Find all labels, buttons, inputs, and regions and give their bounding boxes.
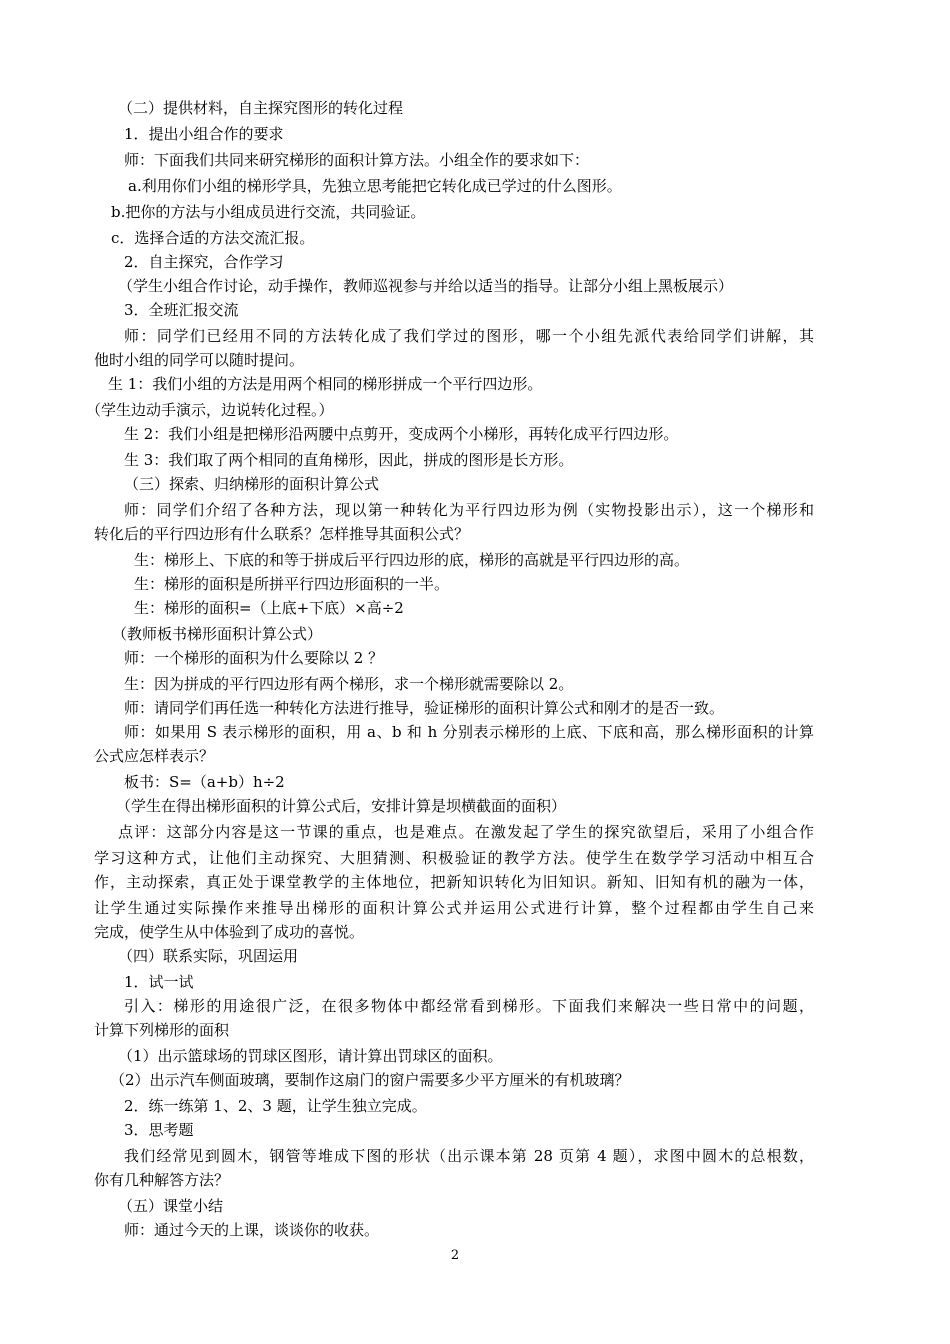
paragraph-line: 生：梯形的面积是所拼平行四边形面积的一半。 bbox=[134, 575, 450, 593]
paragraph-line: 生：因为拼成的平行四边形有两个梯形，求一个梯形就需要除以 2。 bbox=[124, 675, 574, 693]
section-heading-5: （五）课堂小结 bbox=[118, 1197, 224, 1215]
paragraph-line: （教师板书梯形面积计算公式） bbox=[112, 625, 323, 643]
subheading: 2．练一练第 1、2、3 题，让学生独立完成。 bbox=[124, 1097, 427, 1115]
paragraph-line: 计算下列梯形的面积 bbox=[94, 1021, 230, 1039]
paragraph-line: 生 1：我们小组的方法是用两个相同的梯形拼成一个平行四边形。 bbox=[108, 375, 543, 393]
paragraph-line: （2）出示汽车侧面玻璃，要制作这扇门的窗户需要多少平方厘米的有机玻璃？ bbox=[110, 1071, 630, 1089]
paragraph-line: 生：梯形的面积=（上底+下底）×高÷2 bbox=[134, 599, 404, 617]
paragraph-line: （学生小组合作讨论，动手操作，教师巡视参与并给以适当的指导。让部分小组上黑板展示） bbox=[118, 277, 734, 295]
paragraph-line: 点评：这部分内容是这一节课的重点，也是难点。在激发起了学生的探究欲望后，采用了小组合作 bbox=[118, 823, 814, 841]
list-item: b.把你的方法与小组成员进行交流，共同验证。 bbox=[111, 203, 426, 221]
paragraph-line: （学生边动手演示，边说转化过程。） bbox=[86, 401, 334, 419]
formula-line: 板书：S=（a+b）h÷2 bbox=[124, 773, 285, 791]
subheading: 3．全班汇报交流 bbox=[124, 301, 239, 319]
paragraph-line: 生 2：我们小组是把梯形沿两腰中点剪开，变成两个小梯形，再转化成平行四边形。 bbox=[124, 425, 679, 443]
paragraph-line: （学生在得出梯形面积的计算公式后，安排计算是坝横截面的面积） bbox=[116, 797, 567, 815]
subheading: 3．思考题 bbox=[124, 1121, 194, 1139]
section-heading-4: （四）联系实际，巩固运用 bbox=[118, 947, 299, 965]
paragraph-line: 师：一个梯形的面积为什么要除以 2 ？ bbox=[124, 649, 384, 667]
paragraph-line: 转化后的平行四边形有什么联系？怎样推导其面积公式？ bbox=[94, 525, 470, 543]
list-item: a.利用你们小组的梯形学具，先独立思考能把它转化成已学过的什么图形。 bbox=[128, 177, 622, 195]
paragraph-line: 师：同学们介绍了各种方法，现以第一种转化为平行四边形为例（实物投影出示），这一个梯形和 bbox=[124, 501, 814, 519]
list-item: c．选择合适的方法交流汇报。 bbox=[111, 229, 315, 247]
paragraph-line: 生 3：我们取了两个相同的直角梯形，因此，拼成的图形是长方形。 bbox=[124, 451, 574, 469]
section-heading-2: （二）提供材料，自主探究图形的转化过程 bbox=[118, 99, 404, 117]
paragraph-line: 生：梯形上、下底的和等于拼成后平行四边形的底，梯形的高就是平行四边形的高。 bbox=[134, 551, 690, 569]
paragraph-line: 师：通过今天的上课，谈谈你的收获。 bbox=[124, 1221, 380, 1239]
paragraph-line: 作，主动探索，真正处于课堂教学的主体地位，把新知识转化为旧知识。新知、旧知有机的融为一体， bbox=[94, 873, 814, 891]
paragraph-line: 他时小组的同学可以随时提问。 bbox=[94, 351, 305, 369]
paragraph-line: 师：同学们已经用不同的方法转化成了我们学过的图形，哪一个小组先派代表给同学们讲解，其 bbox=[124, 327, 814, 345]
paragraph-line: 引入：梯形的用途很广泛，在很多物体中都经常看到梯形。下面我们来解决一些日常中的问题， bbox=[124, 997, 814, 1015]
paragraph-line: 让学生通过实际操作来推导出梯形的面积计算公式并运用公式进行计算，整个过程都由学生自己来 bbox=[94, 899, 814, 917]
paragraph-line: 公式应怎样表示？ bbox=[94, 747, 215, 765]
section-heading-3: （三）探索、归纳梯形的面积计算公式 bbox=[124, 475, 380, 493]
page-number: 2 bbox=[450, 1248, 460, 1263]
paragraph-line: 师：如果用 S 表示梯形的面积，用 a、b 和 h 分别表示梯形的上底、下底和高，那么梯形面积的计算 bbox=[124, 723, 814, 741]
paragraph-line: 师：下面我们共同来研究梯形的面积计算方法。小组全作的要求如下： bbox=[124, 151, 590, 169]
paragraph-line: 学习这种方式，让他们主动探究、大胆猜测、积极验证的教学方法。使学生在数学学习活动中相互合 bbox=[94, 849, 814, 867]
paragraph-line: 我们经常见到圆木，钢管等堆成下图的形状（出示课本第 28 页第 4 题），求图中圆木的总根数， bbox=[124, 1147, 814, 1165]
paragraph-line: 你有几种解答方法？ bbox=[94, 1171, 230, 1189]
subheading: 1．试一试 bbox=[124, 973, 194, 991]
paragraph-line: 师：请同学们再任选一种转化方法进行推导，验证梯形的面积计算公式和刚才的是否一致。 bbox=[124, 699, 725, 717]
paragraph-line: （1）出示篮球场的罚球区图形，请计算出罚球区的面积。 bbox=[118, 1047, 503, 1065]
subheading: 2．自主探究，合作学习 bbox=[124, 253, 284, 271]
paragraph-line: 完成，使学生从中体验到了成功的喜悦。 bbox=[94, 923, 365, 941]
subheading: 1．提出小组合作的要求 bbox=[124, 125, 284, 143]
